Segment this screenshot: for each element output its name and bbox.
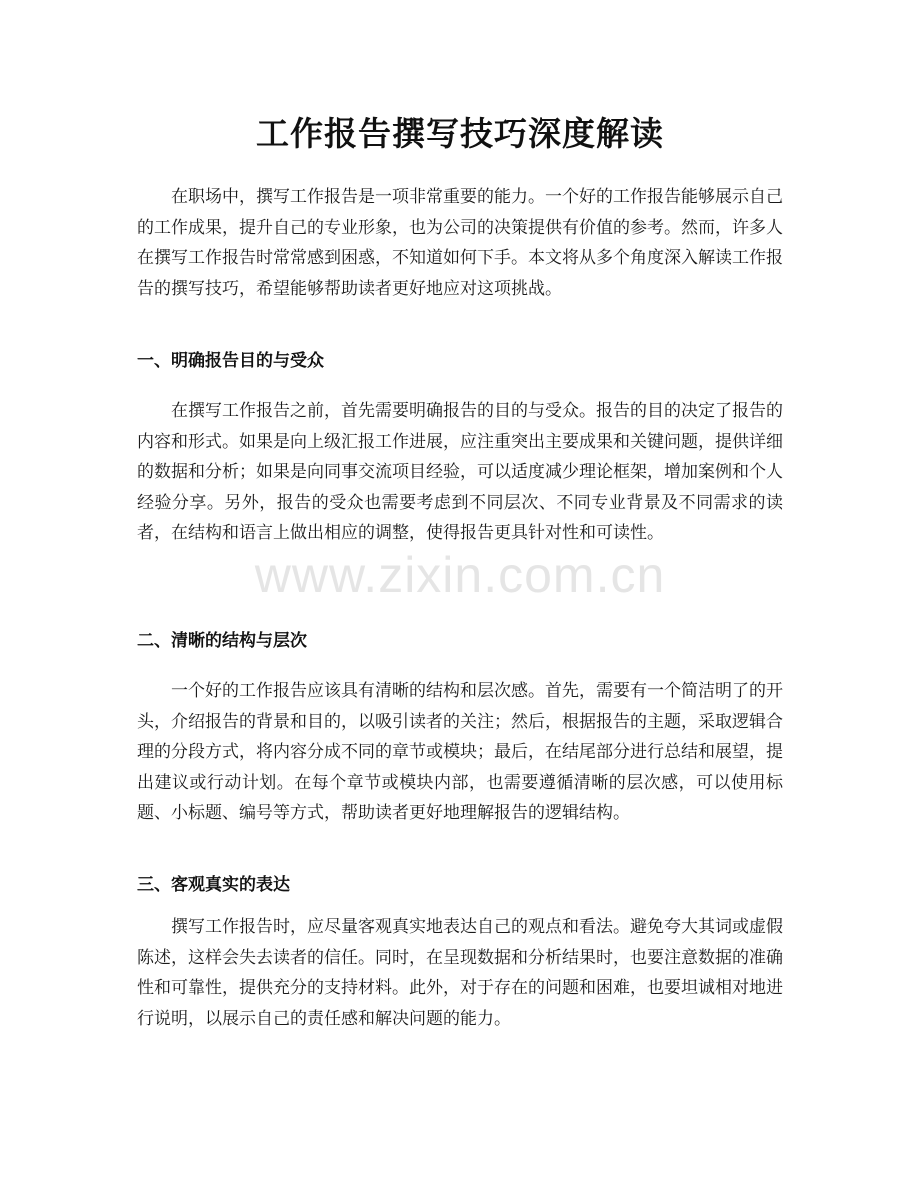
- section-heading-2: 二、清晰的结构与层次: [137, 631, 307, 651]
- intro-paragraph: 在职场中，撰写工作报告是一项非常重要的能力。一个好的工作报告能够展示自己的工作成果，提升自己的专业形象，也为公司的决策提供有价值的参考。然而，许多人在撰写工作报告时常常感到困惑，不知道如何下手。本文将从多个角度深入解读工作报告的撰写技巧，希望能够帮助读者更好地应对这项挑战。: [137, 187, 783, 299]
- section-body-2: 一个好的工作报告应该具有清晰的结构和层次感。首先，需要有一个简洁明了的开头，介绍报告的背景和目的，以吸引读者的关注；然后，根据报告的主题，采取逻辑合理的分段方式，将内容分成不同的章节或模块；最后，在结尾部分进行总结和展望，提出建议或行动计划。在每个章节或模块内部，也需要遵循清晰的层次感，可以使用标题、小标题、编号等方式，帮助读者更好地理解报告的逻辑结构。: [137, 681, 783, 823]
- section-body-1: 在撰写工作报告之前，首先需要明确报告的目的与受众。报告的目的决定了报告的内容和形式。如果是向上级汇报工作进展，应注重突出主要成果和关键问题，提供详细的数据和分析；如果是向同事交流项目经验，可以适度减少理论框架，增加案例和个人经验分享。另外，报告的受众也需要考虑到不同层次、不同专业背景及不同需求的读者，在结构和语言上做出相应的调整，使得报告更具针对性和可读性。: [137, 401, 783, 543]
- watermark: www.zixin.com.cn: [254, 547, 666, 603]
- section-body-3: 撰写工作报告时，应尽量客观真实地表达自己的观点和看法。避免夸大其词或虚假陈述，这样会失去读者的信任。同时，在呈现数据和分析结果时，也要注意数据的准确性和可靠性，提供充分的支持材料。此外，对于存在的问题和困难，也要坦诚相对地进行说明，以展示自己的责任感和解决问题的能力。: [137, 917, 783, 1029]
- section-heading-3: 三、客观真实的表达: [137, 875, 290, 895]
- section-heading-1: 一、明确报告目的与受众: [137, 351, 324, 371]
- document-title: 工作报告撰写技巧深度解读: [256, 114, 664, 153]
